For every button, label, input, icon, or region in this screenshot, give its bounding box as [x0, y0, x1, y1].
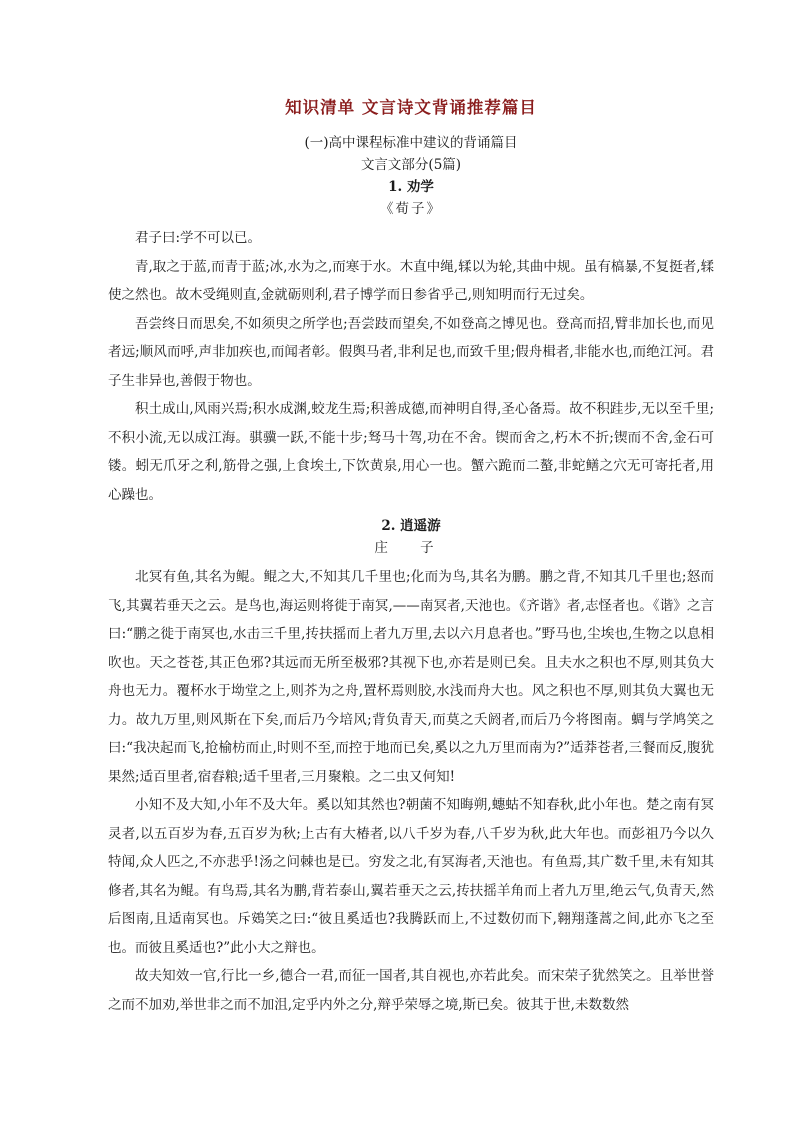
category-heading: 文言文部分(5篇) — [360, 157, 462, 173]
section-quanxue — [108, 176, 714, 509]
paragraph: 青,取之于蓝,而青于蓝;冰,水为之,而寒于水。木直中绳,𫐓以为轮,其曲中规。虽有槁暴,不复挺者,𫐓使之然也。故木受绳则直,金就砺则利,君子博学而日参省乎己,则知明而行无过矣。 — [108, 258, 714, 303]
paragraph: 北冥有鱼,其名为鲲。鲲之大,不知其几千里也;化而为鸟,其名为鹏。鹏之背,不知其几千里也;怒而飞,其翼若垂天之云。是鸟也,海运则将徙于南冥,——南冥者,天池也。《齐谐》者,志怪者也。《谐》之言曰:“鹏之徙于南冥也,水击三千里,抟扶摇而上者九万里,去以六月息者也。”野马也,尘埃也,生物之以息相吹也。天之苍苍,其正色邪?其远而无所至极邪?其视下也,亦若是则已矣。且夫水之积也不厚,则其负大舟也无力。覆杯水于坳堂之上,则芥为之舟,置杯焉则胶,水浅而舟大也。风之积也不厚,则其负大翼也无力。故九万里,则风斯在下矣,而后乃今培风;背负青天,而莫之夭阏者,而后乃今将图南。蜩与学鸠笑之曰:“我决起而飞,抢榆枋而止,时则不至,而控于地而已矣,奚以之九万里而南为?”适莽苍者,三餐而反,腹犹果然;适百里者,宿舂粮;适千里者,三月聚粮。之二虫又何知! — [108, 569, 714, 785]
paragraph: 积土成山,风雨兴焉;积水成渊,蛟龙生焉;积善成德,而神明自得,圣心备焉。故不积跬步,无以至千里;不积小流,无以成江海。骐骥一跃,不能十步;驽马十驾,功在不舍。锲而舍之,朽木不折;锲而不舍,金石可镂。蚓无爪牙之利,筋骨之强,上食埃土,下饮黄泉,用心一也。蟹六跪而二螯,非蛇鳝之穴无可寄托者,用心躁也。 — [108, 401, 714, 503]
section-author: 《荀子》 — [380, 201, 442, 217]
paragraph: 吾尝终日而思矣,不如须臾之所学也;吾尝跂而望矣,不如登高之博见也。登高而招,臂非加长也,而见者远;顺风而呼,声非加疾也,而闻者彰。假舆马者,非利足也,而致千里;假舟楫者,非能水也,而绝江河。君子生非异也,善假于物也。 — [108, 315, 714, 389]
section-xiaoyaoyou — [108, 515, 714, 1019]
section-heading: 2. 逍遥游 — [381, 518, 441, 534]
page-title: 知识清单 文言诗文背诵推荐篇目 — [285, 98, 537, 117]
document-subtitle: (一)高中课程标准中建议的背诵篇目 — [304, 135, 518, 151]
document-page — [108, 96, 714, 1019]
section-author: 庄 子 — [374, 540, 448, 556]
section-heading: 1. 劝学 — [388, 179, 434, 195]
paragraph: 君子曰:学不可以已。 — [135, 230, 262, 246]
paragraph: 小知不及大知,小年不及大年。奚以知其然也?朝菌不知晦朔,蟪蛄不知春秋,此小年也。楚之南有冥灵者,以五百岁为春,五百岁为秋;上古有大椿者,以八千岁为春,八千岁为秋,此大年也。而彭祖乃今以久特闻,众人匹之,不亦悲乎!汤之问棘也是已。穷发之北,有冥海者,天池也。有鱼焉,其广数千里,未有知其修者,其名为鲲。有鸟焉,其名为鹏,背若泰山,翼若垂天之云,抟扶摇羊角而上者九万里,绝云气,负青天,然后图南,且适南冥也。斥鴳笑之曰:“彼且奚适也?我腾跃而上,不过数仞而下,翱翔蓬蒿之间,此亦飞之至也。而彼且奚适也?”此小大之辩也。 — [108, 797, 714, 956]
paragraph: 故夫知效一官,行比一乡,德合一君,而征一国者,其自视也,亦若此矣。而宋荣子犹然笑之。且举世誉之而不加劝,举世非之而不加沮,定乎内外之分,辩乎荣辱之境,斯已矣。彼其于世,未数数然 — [108, 968, 714, 1013]
